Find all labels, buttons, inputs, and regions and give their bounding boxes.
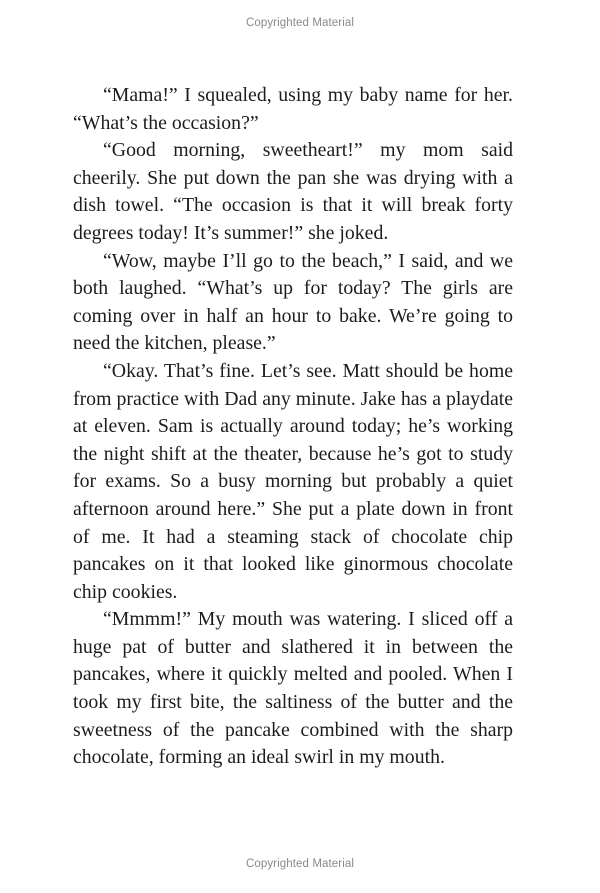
paragraph-2: “Good morning, sweetheart!” my mom said cheerily. She put down the pan she was drying with a dish towel. “The occasion is that it will break forty degrees today! It’s summer!” she joked. — [73, 139, 513, 244]
copyright-watermark-top: Copyrighted Material — [245, 17, 355, 29]
copyright-watermark-bottom: Copyrighted Material — [245, 858, 355, 870]
page-body — [73, 82, 513, 772]
paragraph-1: “Mama!” I squealed, using my baby name for her. “What’s the occasion?” — [73, 84, 513, 134]
paragraph-5: “Mmmm!” My mouth was watering. I sliced off a huge pat of butter and slathered it in between the pancakes, where it quickly melted and pooled. When I took my first bite, the saltiness of the butter and the sweetness of the pancake combined with the sharp chocolate, forming an ideal swirl in my mouth. — [73, 608, 513, 769]
paragraph-4: “Okay. That’s fine. Let’s see. Matt should be home from practice with Dad any minute. Jake has a playdate at eleven. Sam is actually around today; he’s working the night shift at the theater, because he’s got to study for exams. So a busy morning but probably a quiet afternoon around here.” She put a plate down in front of me. It had a steaming stack of chocolate chip pancakes on it that looked like ginormous chocolate chip cookies. — [73, 359, 513, 603]
paragraph-3: “Wow, maybe I’ll go to the beach,” I said, and we both laughed. “What’s up for today? The girls are coming over in half an hour to bake. We’re going to need the kitchen, please.” — [73, 249, 513, 355]
